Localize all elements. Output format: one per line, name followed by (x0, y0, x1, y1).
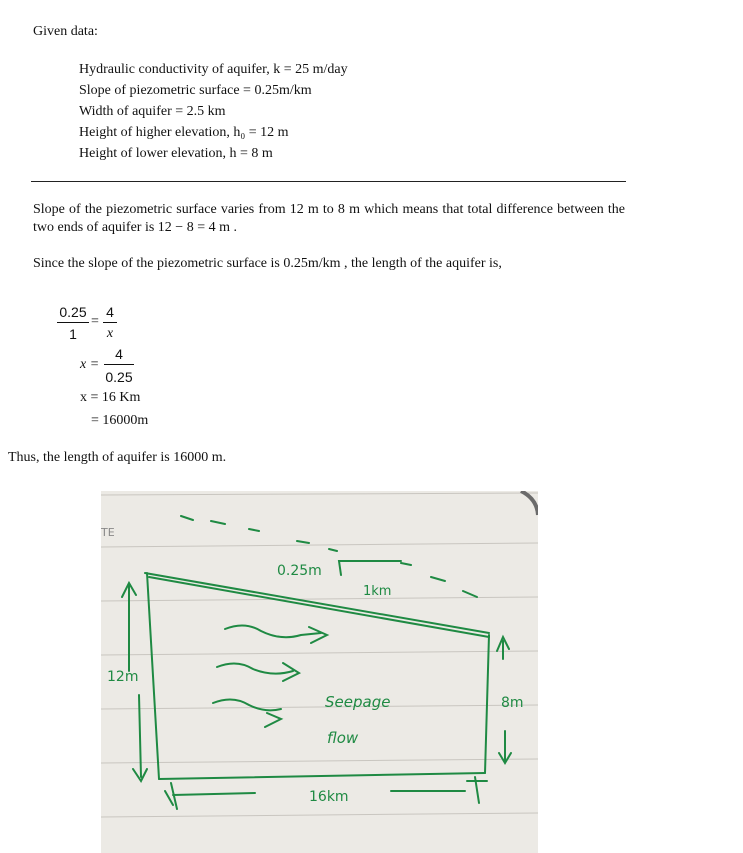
km-label: 1km (363, 584, 392, 599)
given-item-higher-elevation: Height of higher elevation, h₀ = 12 m (79, 125, 289, 140)
eq2-numerator: 4 (115, 346, 123, 362)
given-item-slope: Slope of piezometric surface = 0.25m/km (79, 83, 312, 98)
given-item-conductivity: Hydraulic conductivity of aquifer, k = 25 m/day (79, 62, 348, 77)
paper-corner-text: TE (101, 526, 115, 539)
eq2-fraction-bar (104, 364, 134, 365)
eq1-numerator-right: 4 (106, 304, 114, 320)
eq2-denominator: 0.25 (105, 369, 133, 385)
given-data-heading: Given data: (33, 24, 98, 39)
aquifer-sketch-svg (101, 491, 538, 853)
flow-label: flow (327, 729, 359, 747)
eq1-fraction-bar-left (57, 322, 89, 323)
eq1-denominator-right: x (106, 326, 114, 341)
left-height-label: 12m (107, 669, 139, 685)
given-item-width: Width of aquifer = 2.5 km (79, 104, 226, 119)
eq1-denominator-left: 1 (69, 326, 77, 342)
eq2-lhs: x = (80, 357, 100, 372)
eq1-numerator-left: 0.25 (59, 304, 87, 320)
seepage-label: Seepage (325, 693, 391, 711)
aquifer-sketch-photo (101, 491, 538, 853)
right-height-label: 8m (501, 695, 524, 711)
eq1-fraction-bar-right (103, 322, 117, 323)
explanation-paragraph-difference: Slope of the piezometric surface varies from 12 m to 8 m which means that total difference between the two ends of aquifer is 12 − 8 = 4 m . (33, 202, 625, 235)
explanation-paragraph-slope: Since the slope of the piezometric surface is 0.25m/km , the length of the aquifer is, (33, 256, 502, 271)
given-item-lower-elevation: Height of lower elevation, h = 8 m (79, 146, 273, 161)
length-label: 16km (309, 789, 349, 805)
given-data-list (79, 59, 348, 164)
conclusion-text: Thus, the length of aquifer is 16000 m. (8, 450, 227, 465)
slope-label: 0.25m (277, 563, 322, 579)
equation-x-km: x = 16 Km (80, 390, 141, 405)
equation-x-meters: = 16000m (91, 413, 149, 428)
eq1-equals-sign: = (91, 314, 99, 329)
section-divider (31, 181, 626, 182)
